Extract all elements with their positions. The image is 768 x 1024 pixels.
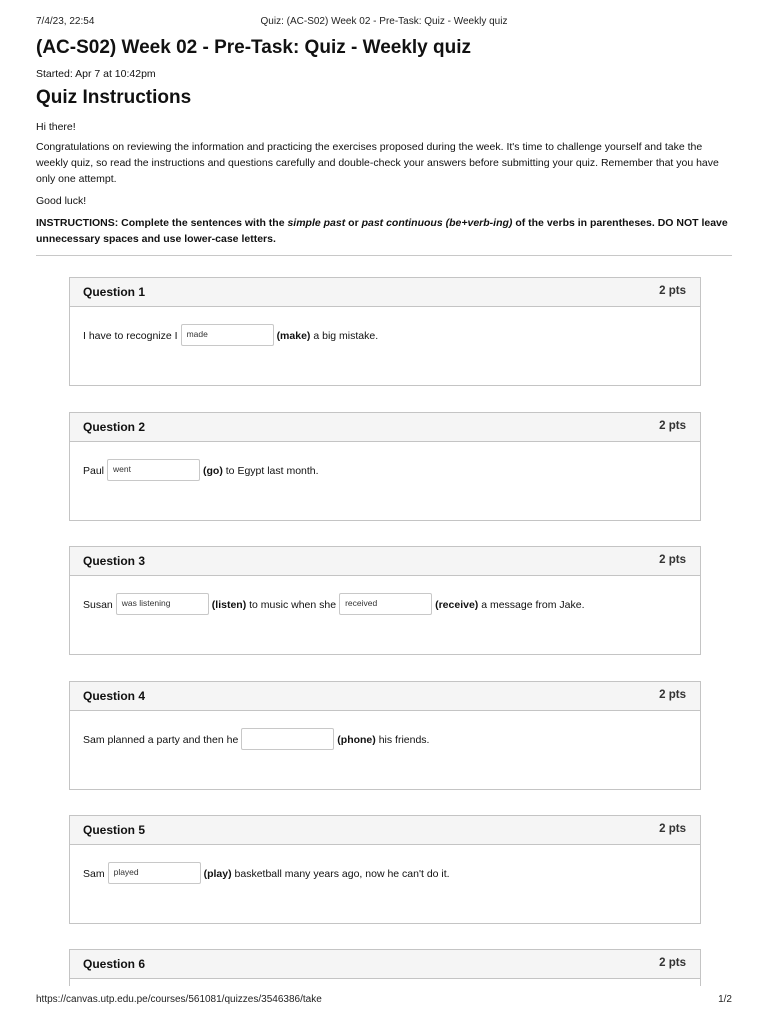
question-body [70,711,700,789]
question-card-2 [69,412,701,521]
question-text: his friends. [378,734,430,746]
page-number: 1/2 [718,994,732,1005]
question-text: basketball many years ago, now he can't do it. [234,868,450,880]
instructions-emphasis: simple past [287,217,346,229]
verb-hint: (phone) [337,734,376,746]
question-text: I have to recognize I [83,330,178,342]
question-card-3 [69,546,701,655]
verb-hint: (receive) [435,599,479,611]
answer-input-2[interactable]: went [107,459,200,481]
good-luck-text: Good luck! [36,195,87,207]
instructions-part: of the verbs in parentheses. DO NOT leave unnecessary spaces and use lower-case letters. [36,217,728,245]
instructions-text [36,215,732,247]
question-title: Question 6 [83,957,146,971]
question-title: Question 2 [83,420,146,434]
answer-input-3b[interactable]: received [339,593,432,615]
question-text: a message from Jake. [481,599,585,611]
instructions-emphasis: (be+verb-ing) [445,217,513,229]
quiz-content [36,36,732,971]
question-points: 2 pts [659,689,686,701]
print-header [36,16,732,30]
question-card-5 [69,815,701,924]
answer-input-5[interactable]: played [108,862,201,884]
instructions-emphasis: past continuous [361,217,443,229]
verb-hint: (make) [276,330,311,342]
instructions-part: or [345,217,362,229]
question-text: Sam planned a party and then he [83,734,239,746]
answer-input-4[interactable] [241,728,334,750]
question-title: Question 3 [83,554,146,568]
question-points: 2 pts [659,285,686,297]
question-card-1 [69,277,701,386]
question-card-4 [69,681,701,790]
verb-hint: (play) [203,868,232,880]
question-text: Susan [83,599,113,611]
congrats-text: Congratulations on reviewing the information and practicing the exercises proposed during the week. It's time to challenge yourself and take the weekly quiz, so read the instructions and questions carefully and double-check your answers before submitting your quiz. Remember that you have only one attempt. [36,141,719,185]
verb-hint: (listen) [211,599,247,611]
question-text: Paul [83,465,105,477]
question-points: 2 pts [659,420,686,432]
divider [36,255,732,256]
question-points: 2 pts [659,823,686,835]
question-body [70,442,700,520]
quiz-title: (AC-S02) Week 02 - Pre-Task: Quiz - Weekly quiz [36,37,472,58]
question-text: to Egypt last month. [225,465,319,477]
answer-input-3a[interactable]: was listening [116,593,209,615]
question-header [70,950,700,979]
question-header [70,547,700,576]
question-header [70,816,700,845]
question-card-6 [69,949,701,986]
instructions-heading: Quiz Instructions [36,87,192,108]
print-date: 7/4/23, 22:54 [36,16,95,27]
question-header [70,278,700,307]
question-text: a big mistake. [313,330,379,342]
question-text: Sam [83,868,105,880]
instructions-part: INSTRUCTIONS: Complete the sentences with the [36,217,288,229]
greeting-text: Hi there! [36,121,76,133]
question-body [70,307,700,385]
question-title: Question 4 [83,689,146,703]
question-points: 2 pts [659,554,686,566]
started-timestamp: Started: Apr 7 at 10:42pm [36,68,156,80]
question-text: to music when she [249,599,337,611]
verb-hint: (go) [203,465,223,477]
question-header [70,413,700,442]
answer-input-1[interactable]: made [181,324,274,346]
question-points: 2 pts [659,957,686,969]
question-header [70,682,700,711]
question-body [70,845,700,923]
page-url: https://canvas.utp.edu.pe/courses/561081/quizzes/3546386/take [36,994,322,1005]
question-title: Question 5 [83,823,146,837]
print-title: Quiz: (AC-S02) Week 02 - Pre-Task: Quiz - Weekly quiz [260,16,508,27]
question-body [70,576,700,654]
question-title: Question 1 [83,285,146,299]
